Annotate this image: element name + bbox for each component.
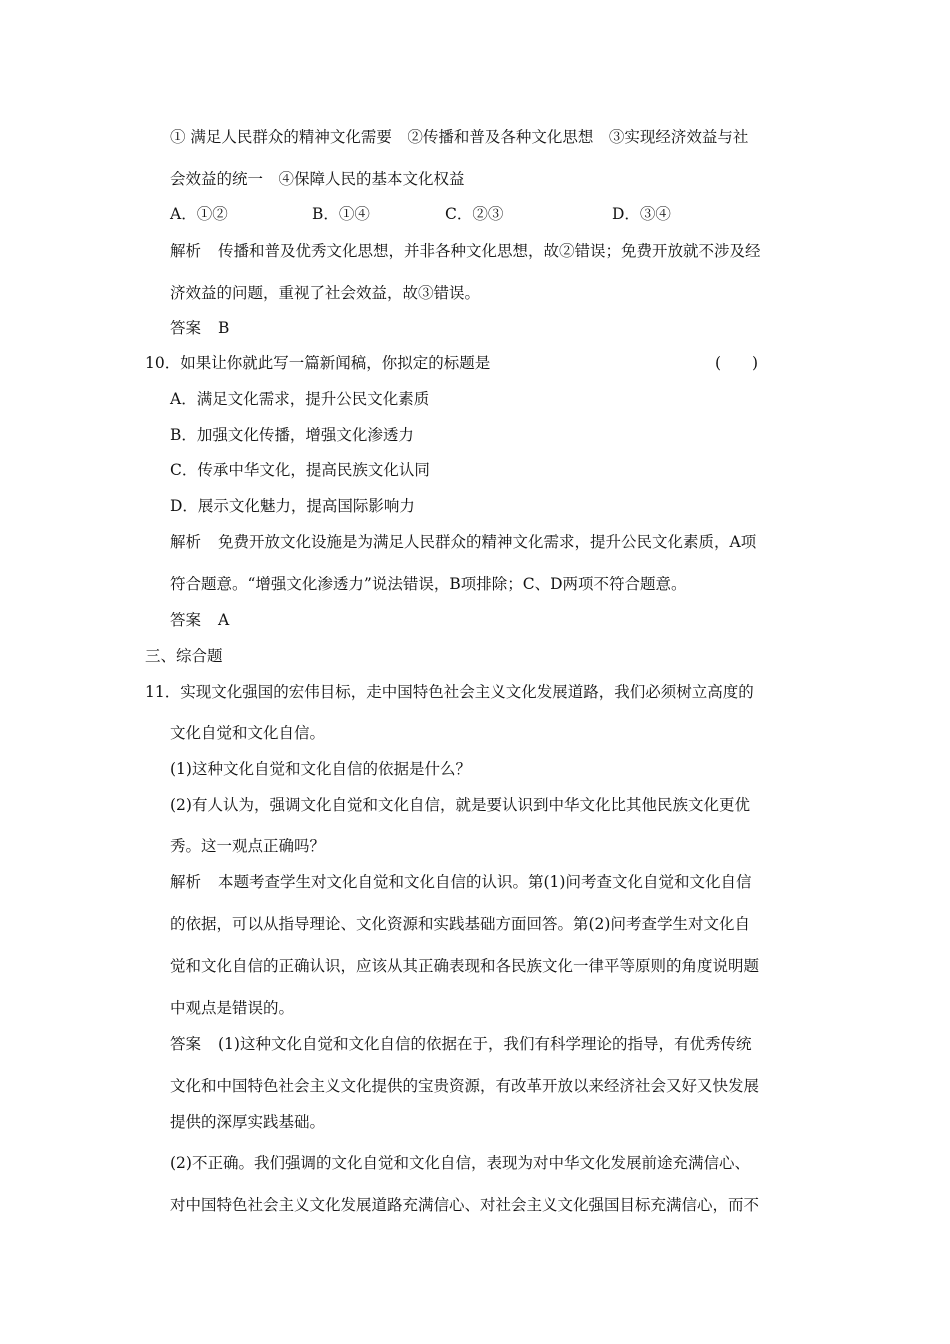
q9-option-b: B．①④ [312, 205, 370, 223]
q9-analysis-line1 [170, 240, 761, 262]
q9-analysis-line2: 济效益的问题，重视了社会效益，故③错误。 [170, 284, 481, 302]
q10-option-c: C．传承中华文化，提高民族文化认同 [170, 461, 430, 479]
q10-analysis-label: 解析 [170, 533, 202, 551]
q9-answer-label: 答案 [170, 319, 202, 337]
q9-option-c: C．②③ [445, 205, 504, 223]
q11-answer-line1 [170, 1033, 751, 1055]
q10-answer-bracket: ( ) [715, 354, 759, 372]
q10-option-b: B．加强文化传播，增强文化渗透力 [170, 426, 414, 444]
q11-answer-2-line1: (2)不正确。我们强调的文化自觉和文化自信，表现为对中华文化发展前途充满信心、 [170, 1154, 750, 1172]
q11-analysis-line4: 中观点是错误的。 [170, 999, 295, 1017]
q11-answer-2-line2: 对中国特色社会主义文化发展道路充满信心、对社会主义文化强国目标充满信心，而不 [170, 1196, 760, 1214]
q9-answer-value: B [218, 319, 230, 337]
q11-stem-line2: 文化自觉和文化自信。 [170, 724, 326, 742]
q10-option-a: A．满足文化需求，提升公民文化素质 [170, 390, 430, 408]
q11-analysis-text1: 本题考查学生对文化自觉和文化自信的认识。第(1)问考查文化自觉和文化自信 [218, 873, 752, 891]
q11-sub-question-1: (1)这种文化自觉和文化自信的依据是什么？ [170, 760, 471, 778]
q10-answer-label: 答案 [170, 611, 202, 629]
q9-analysis-text1: 传播和普及优秀文化思想，并非各种文化思想，故②错误；免费开放就不涉及经 [218, 242, 761, 260]
q9-option-d: D．③④ [612, 205, 671, 223]
q9-option-a: A．①② [170, 205, 228, 223]
q10-analysis-line2: 符合题意。“增强文化渗透力”说法错误，B项排除；C、D两项不符合题意。 [170, 575, 687, 593]
q11-analysis-line1 [170, 871, 751, 893]
q11-analysis-label: 解析 [170, 873, 202, 891]
q9-statement-line2: 会效益的统一 ④保障人民的基本文化权益 [170, 170, 465, 188]
q9-analysis-label: 解析 [170, 242, 202, 260]
q10-option-d: D．展示文化魅力，提高国际影响力 [170, 497, 415, 515]
q11-answer-label: 答案 [170, 1035, 202, 1053]
q11-answer-line2: 文化和中国特色社会主义文化提供的宝贵资源，有改革开放以来经济社会又好又快发展 [170, 1077, 760, 1095]
q11-sub-question-2-line2: 秀。这一观点正确吗？ [170, 837, 326, 855]
q11-analysis-line2: 的依据，可以从指导理论、文化资源和实践基础方面回答。第(2)问考查学生对文化自 [170, 915, 750, 933]
q11-stem-line1: 11．实现文化强国的宏伟目标，走中国特色社会主义文化发展道路，我们必须树立高度的 [145, 683, 754, 701]
q11-answer-text1: (1)这种文化自觉和文化自信的依据在于，我们有科学理论的指导，有优秀传统 [218, 1035, 752, 1053]
q10-answer-value: A [218, 611, 230, 629]
q11-analysis-line3: 觉和文化自信的正确认识，应该从其正确表现和各民族文化一律平等原则的角度说明题 [170, 957, 760, 975]
q11-answer-line3: 提供的深厚实践基础。 [170, 1113, 326, 1131]
q10-analysis-line1 [170, 531, 756, 553]
q9-statement-line1: ① 满足人民群众的精神文化需要 ②传播和普及各种文化思想 ③实现经济效益与社 [170, 128, 749, 146]
q11-sub-question-2-line1: (2)有人认为，强调文化自觉和文化自信，就是要认识到中华文化比其他民族文化更优 [170, 796, 750, 814]
q9-answer [170, 317, 229, 339]
q10-analysis-text1: 免费开放文化设施是为满足人民群众的精神文化需求，提升公民文化素质，A项 [218, 533, 757, 551]
section-heading: 三、综合题 [145, 647, 223, 665]
q10-stem: 10．如果让你就此写一篇新闻稿，你拟定的标题是 [145, 354, 491, 372]
q10-answer [170, 609, 229, 631]
